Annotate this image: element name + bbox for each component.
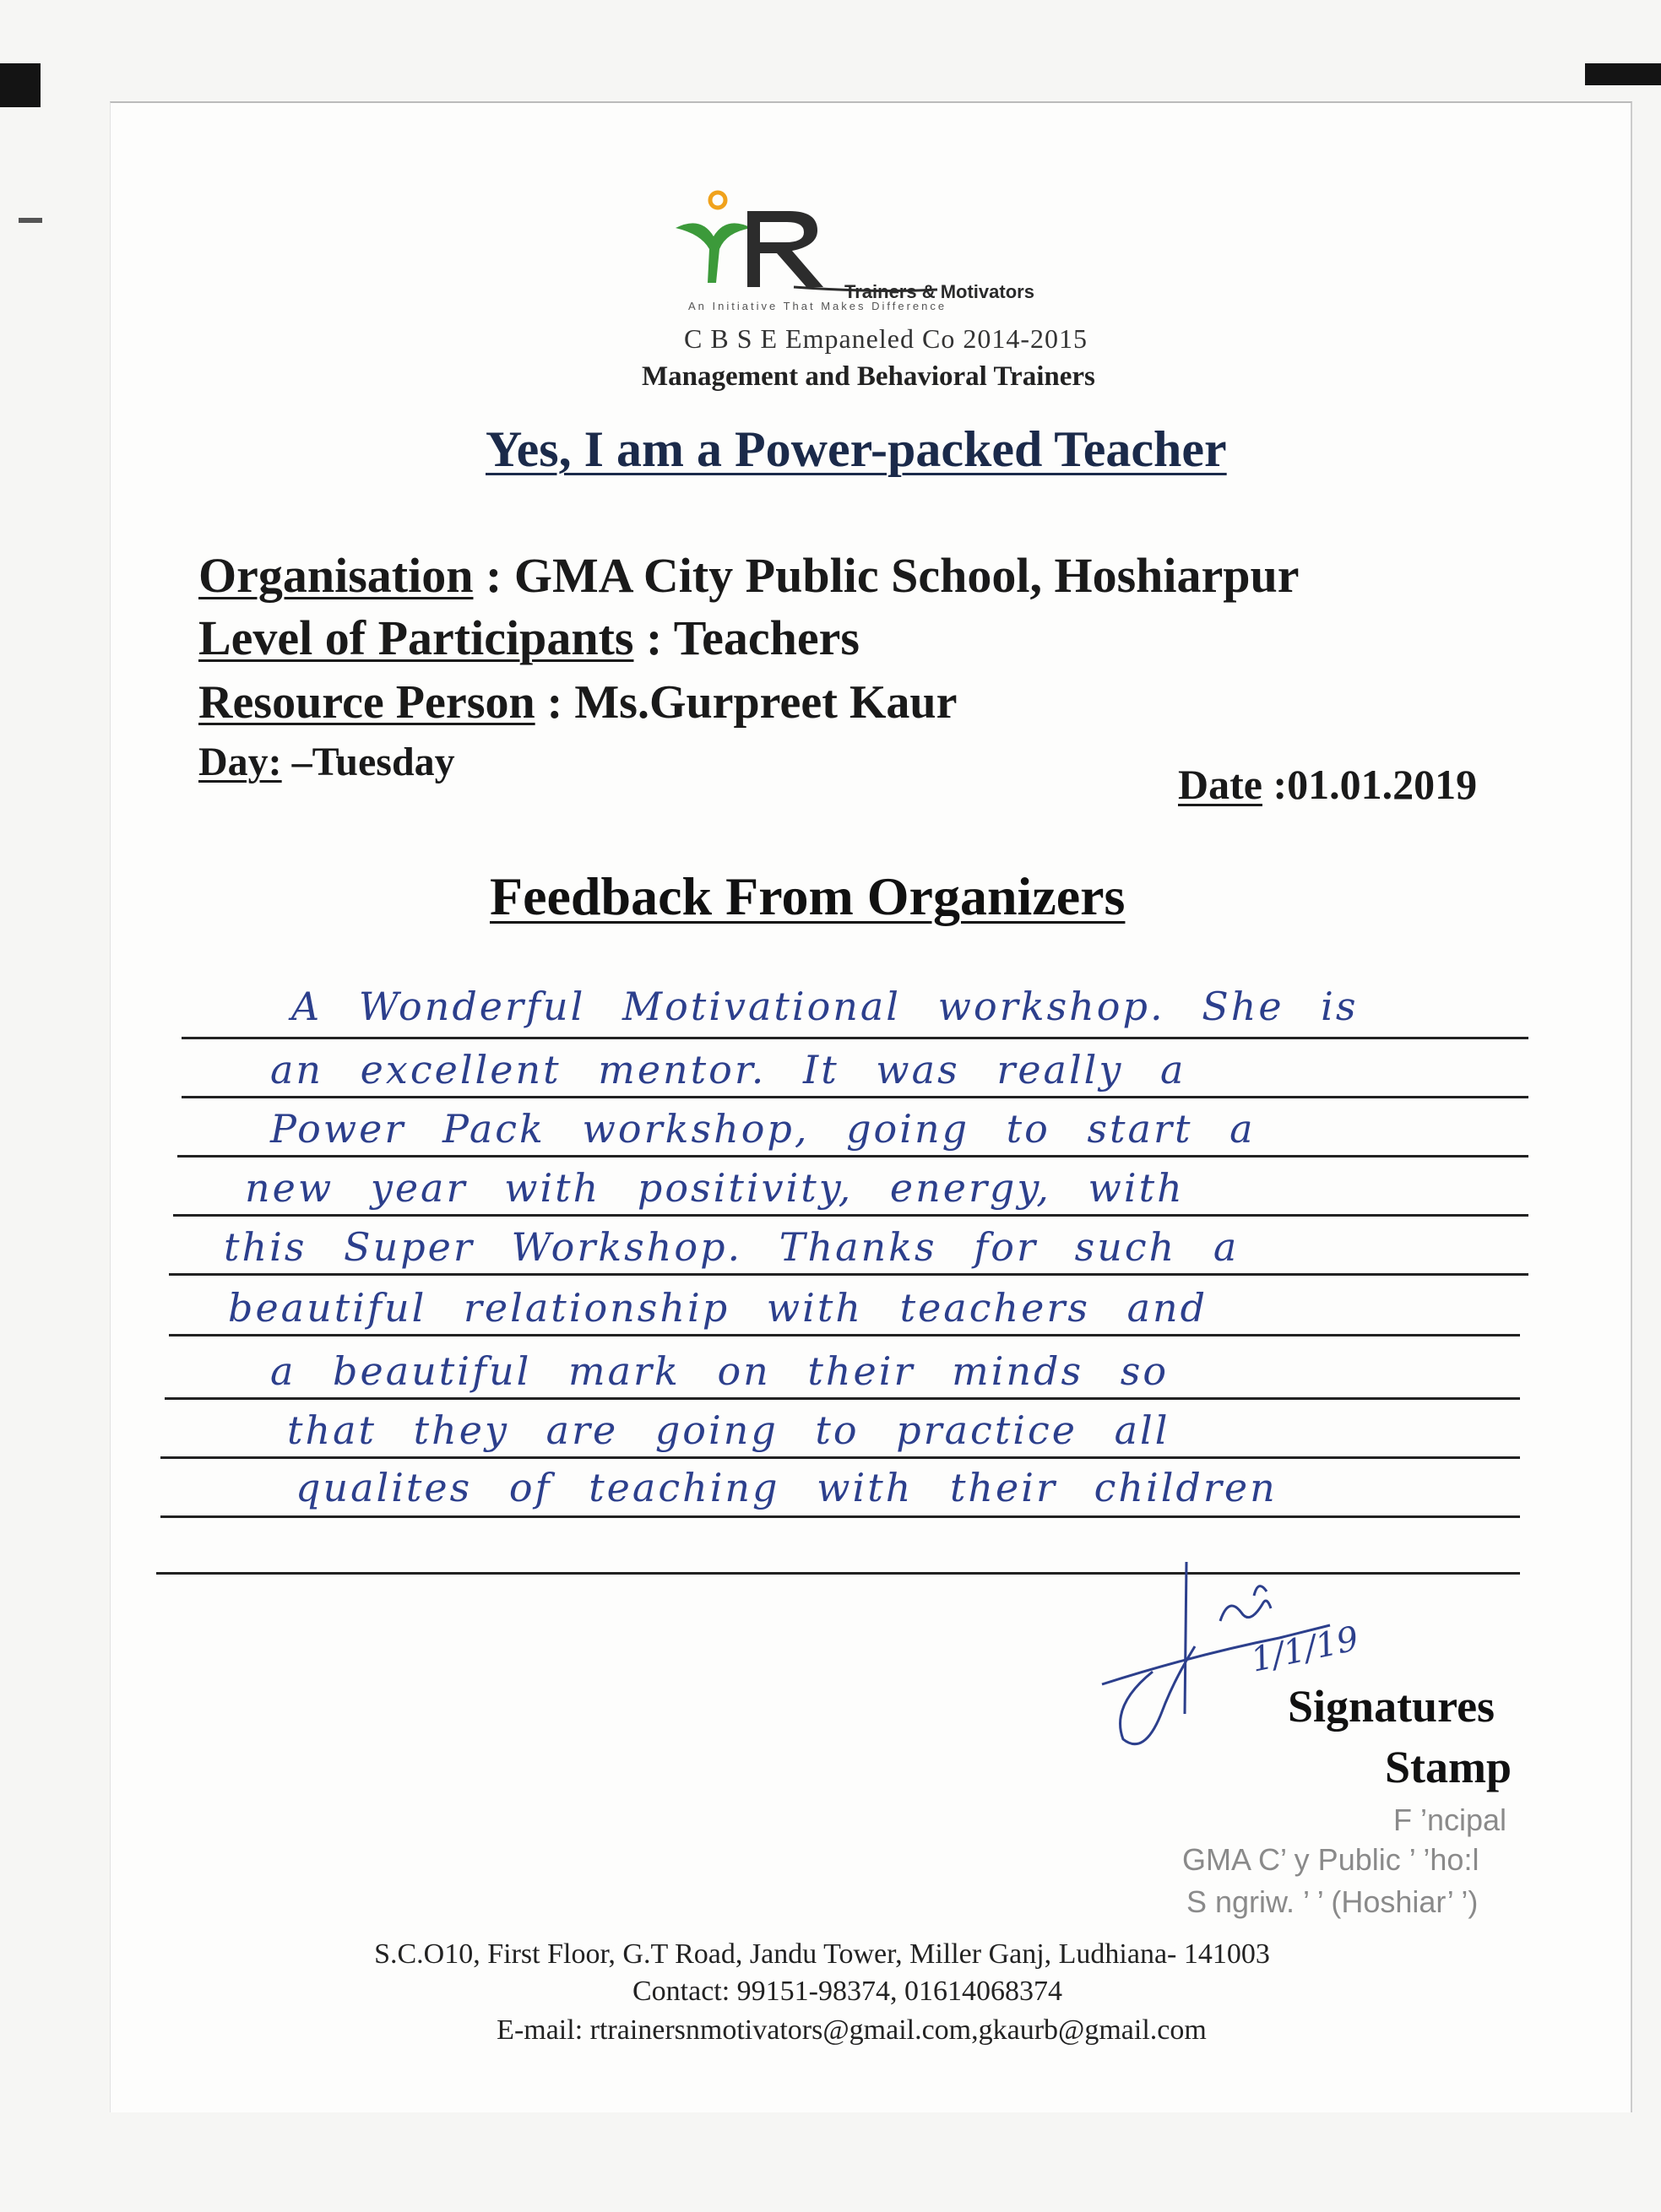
handwritten-line-7: a beautiful mark on their minds so xyxy=(270,1348,1170,1394)
ruled-line xyxy=(182,1037,1528,1039)
feedback-heading: Feedback From Organizers xyxy=(490,866,1126,926)
footer-contact: Contact: 99151-98374, 01614068374 xyxy=(632,1976,1063,2007)
handwritten-line-6: beautiful relationship with teachers and xyxy=(228,1285,1208,1331)
day-label: Day: xyxy=(198,740,282,784)
signatures-label: Signatures xyxy=(1288,1681,1495,1732)
handwritten-line-2: an excellent mentor. It was really a xyxy=(270,1047,1186,1092)
logo-subtagline: An Initiative That Makes Difference xyxy=(688,300,947,312)
ruled-line xyxy=(160,1515,1520,1518)
resource-label: Resource Person xyxy=(198,676,535,729)
scan-edge-mark-right xyxy=(1585,63,1661,85)
level-value: Teachers xyxy=(673,610,860,665)
empanelment-line: C B S E Empaneled Co 2014-2015 xyxy=(684,323,1088,354)
handwritten-line-5: this Super Workshop. Thanks for such a xyxy=(224,1224,1240,1270)
handwritten-line-8: that they are going to practice all xyxy=(287,1407,1170,1453)
ruled-line xyxy=(182,1096,1528,1098)
ruled-line xyxy=(177,1155,1528,1158)
signature-date: 1/1/19 xyxy=(1247,1619,1363,1680)
day-value: –Tuesday xyxy=(281,740,455,784)
stamp-text-school: GMA C’ y Public ’ ’ho:l xyxy=(1182,1842,1479,1877)
handwritten-line-3: Power Pack workshop, going to start a xyxy=(270,1106,1256,1152)
stamp-text-location: S ngriw. ’ ’ (Hoshiar’ ’) xyxy=(1186,1884,1479,1919)
ruled-line xyxy=(169,1273,1528,1276)
level-separator: : xyxy=(633,610,674,665)
certificate-title: Yes, I am a Power-packed Teacher xyxy=(486,421,1227,477)
handwritten-line-4: new year with positivity, energy, with xyxy=(245,1165,1185,1211)
handwritten-line-1: A Wonderful Motivational workshop. She is xyxy=(291,984,1359,1029)
ruled-line xyxy=(165,1397,1520,1400)
organisation-separator: : xyxy=(473,548,514,603)
ruled-line xyxy=(169,1334,1520,1336)
scan-edge-mark-left xyxy=(0,63,41,107)
level-label: Level of Participants xyxy=(198,610,634,665)
logo-tagline: Trainers & Motivators xyxy=(844,281,1034,302)
stamp-label: Stamp xyxy=(1385,1742,1512,1792)
ruled-line xyxy=(160,1456,1520,1459)
footer-address: S.C.O10, First Floor, G.T Road, Jandu Tower, Miller Ganj, Ludhiana- 141003 xyxy=(374,1938,1270,1970)
stamp-text-principal: F ’ncipal xyxy=(1393,1803,1507,1837)
footer-email: E-mail: rtrainersnmotivators@gmail.com,gkaurb@gmail.com xyxy=(497,2014,1207,2046)
date-row xyxy=(1178,760,1477,809)
date-label: Date xyxy=(1178,761,1262,808)
organisation-label: Organisation xyxy=(198,548,474,603)
date-value: :01.01.2019 xyxy=(1262,761,1478,808)
resource-value: Ms.Gurpreet Kaur xyxy=(574,676,958,729)
handwritten-line-9: qualites of teaching with their children xyxy=(296,1465,1278,1510)
level-row xyxy=(198,610,1507,666)
scan-dash-mark xyxy=(19,218,42,223)
resource-row xyxy=(198,675,1507,729)
resource-separator: : xyxy=(535,676,575,729)
organisation-row xyxy=(198,547,1507,604)
company-descriptor: Management and Behavioral Trainers xyxy=(642,361,1095,392)
organisation-value: GMA City Public School, Hoshiarpur xyxy=(513,548,1300,603)
ruled-line xyxy=(173,1214,1528,1217)
